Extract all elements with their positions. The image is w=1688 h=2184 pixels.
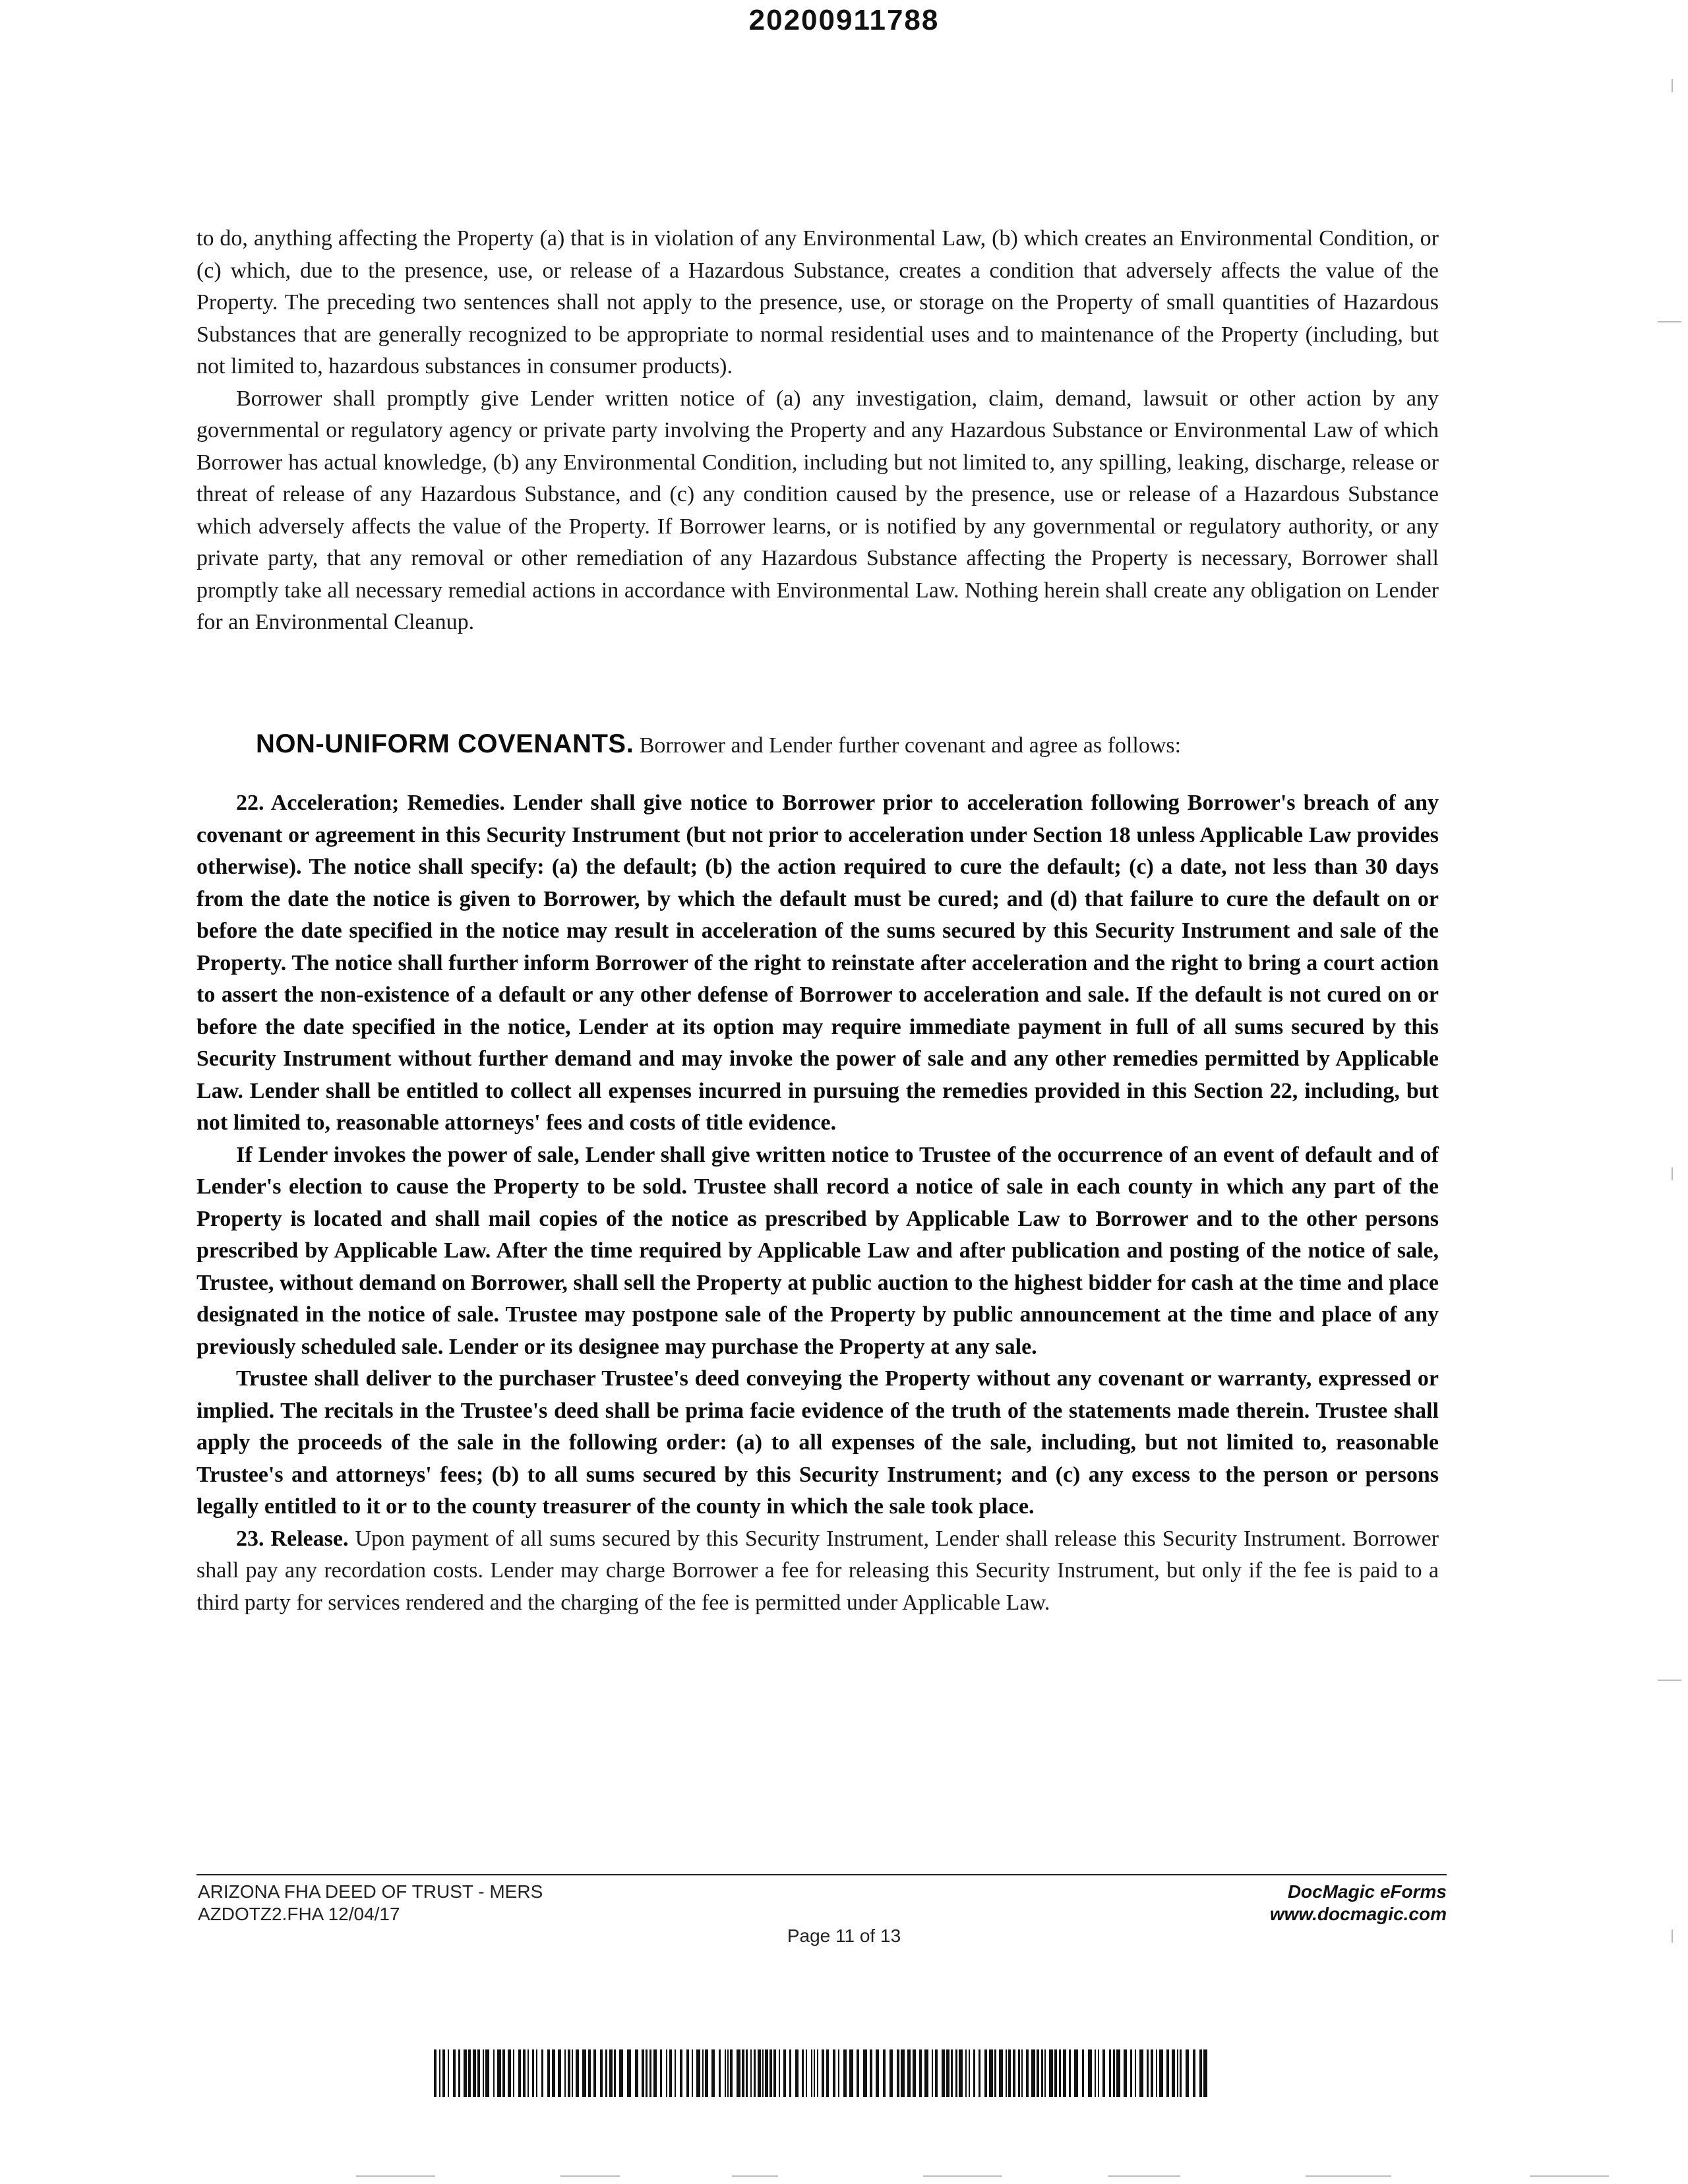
barcode-bar — [913, 2049, 916, 2097]
barcode-bar — [680, 2049, 682, 2097]
heading-title: NON-UNIFORM COVENANTS. — [256, 729, 634, 758]
footer-brand: DocMagic eForms — [1287, 1881, 1447, 1902]
barcode-bar — [532, 2049, 534, 2097]
barcode-bar — [705, 2049, 708, 2097]
barcode-bar — [619, 2049, 623, 2097]
barcode-bar — [1006, 2049, 1007, 2097]
barcode-bar — [614, 2049, 616, 2097]
barcode-bar — [711, 2049, 715, 2097]
barcode-bar — [448, 2049, 449, 2097]
barcode-bar — [762, 2049, 764, 2097]
barcode-bar — [730, 2049, 733, 2097]
barcode-bar — [588, 2049, 591, 2097]
barcode-bar — [646, 2049, 648, 2097]
barcode-bar — [814, 2049, 815, 2097]
footer-brand-info — [1270, 1881, 1447, 1926]
barcode-bar — [935, 2049, 938, 2097]
heading-subtitle: Borrower and Lender further covenant and agree as follows: — [639, 733, 1182, 758]
barcode-bar — [1063, 2049, 1066, 2097]
barcode-bar — [789, 2049, 791, 2097]
section-23-title: 23. Release. — [236, 1526, 349, 1551]
section-22-acceleration: 22. Acceleration; Remedies. Lender shall give notice to Borrower prior to acceleration following Borrower's breach of any covenant or agreement in this Security Instrument (but not prior to acceleration under Section 18 unless Applicable Law provides otherwise). The notice shall specify: (a) the default; (b) the action required to cure the default; (c) a date, not less than 30 days from the date the notice is given to Borrower, by which the default must be cured; and (d) that failure to cure the default on or before the date specified in the notice may result in acceleration of the sums secured by this Security Instrument and sale of the Property. The notice shall further inform Borrower of the right to reinstate after acceleration and the right to bring a court action to assert the non-existence of a default or any other defense of Borrower to acceleration and sale. If the default is not cured on or before the date specified in the notice, Lender at its option may require immediate payment in full of all sums secured by this Security Instrument without further demand and may invoke the power of sale and any other remedies permitted by Applicable Law. Lender shall be entitled to collect all expenses incurred in pursuing the remedies provided in this Section 22, including, but not limited to, reasonable attorneys' fees and costs of title evidence. — [196, 791, 1439, 1135]
barcode-bar — [765, 2049, 768, 2097]
non-uniform-covenants-heading — [256, 728, 1443, 762]
barcode-bar — [547, 2049, 550, 2097]
barcode-bar — [1013, 2049, 1015, 2097]
barcode-bar — [989, 2049, 993, 2097]
barcode-bar — [1203, 2049, 1207, 2097]
barcode-bar — [434, 2049, 437, 2097]
barcode-bar — [552, 2049, 555, 2097]
barcode-bar — [464, 2049, 467, 2097]
barcode-bar — [1177, 2049, 1178, 2097]
barcode-bar — [442, 2049, 445, 2097]
barcode-bar — [897, 2049, 899, 2097]
paragraph-hazardous-notice: Borrower shall promptly give Lender written notice of (a) any investigation, claim, demand, lawsuit or other action by any governmental or regulatory agency or private party involving the Property and any Hazardous Substance or Environmental Law of which Borrower has actual knowledge, (b) any Environmental Condition, including but not limited to, any spilling, leaking, discharge, release or threat of release of any Hazardous Substance, and (c) any condition caused by the presence, use or release of a Hazardous Substance which adversely affects the value of the Property. If Borrower learns, or is notified by any governmental or regulatory authority, or any private party, that any removal or other remediation of any Hazardous Substance affecting the Property is necessary, Borrower shall promptly take all necessary remedial actions in accordance with Environmental Law. Nothing herein shall create any obligation on Lender for an Environmental Cleanup. — [196, 386, 1439, 634]
barcode-bar — [702, 2049, 704, 2097]
barcode-bar — [528, 2049, 529, 2097]
barcode-bar — [660, 2049, 662, 2097]
barcode-bar — [955, 2049, 957, 2097]
barcode-bar — [1113, 2049, 1115, 2097]
footer-form-info — [198, 1881, 543, 1926]
barcode-bar — [870, 2049, 872, 2097]
barcode-bar — [1180, 2049, 1182, 2097]
barcode-bar — [453, 2049, 456, 2097]
page-number: Page 11 of 13 — [787, 1926, 901, 1946]
barcode-bar — [826, 2049, 829, 2097]
section-22-power-of-sale: If Lender invokes the power of sale, Lender shall give written notice to Trustee of the occurrence of an event of default and of Lender's election to cause the Property to be sold. Trustee shall record a notice of sale in each county in which any part of the Property is located and shall mail copies of the notice as prescribed by Applicable Law to Borrower and to the other persons prescribed by Applicable Law. After the time required by Applicable Law and after publication and posting of the notice of sale, Trustee, without demand on Borrower, shall sell the Property at public auction to the highest bidder for cash at the time and place designated in the notice of sale. Trustee may postpone sale of the Property by public announcement at the time and place of any previously scheduled sale. Lender or its designee may purchase the Property at any sale. — [196, 1142, 1439, 1359]
barcode-bar — [1018, 2049, 1020, 2097]
barcode-bar — [669, 2049, 672, 2097]
footer-form-title: ARIZONA FHA DEED OF TRUST - MERS — [198, 1881, 543, 1902]
barcode-bar — [919, 2049, 922, 2097]
barcode-bar — [473, 2049, 476, 2097]
barcode-bar — [758, 2049, 761, 2097]
barcode-bar — [593, 2049, 596, 2097]
barcode-bar — [979, 2049, 980, 2097]
barcode-bar — [1098, 2049, 1099, 2097]
barcode-bar — [1109, 2049, 1111, 2097]
barcode-bar — [1041, 2049, 1043, 2097]
barcode-bar — [959, 2049, 963, 2097]
barcode-bar — [1059, 2049, 1061, 2097]
barcode-bar — [1199, 2049, 1202, 2097]
barcode-bar — [889, 2049, 893, 2097]
barcode-bar — [994, 2049, 996, 2097]
barcode-bar — [817, 2049, 818, 2097]
barcode-bar — [727, 2049, 729, 2097]
barcode-bar — [783, 2049, 786, 2097]
barcode — [434, 2049, 1209, 2097]
environmental-section — [196, 223, 1439, 639]
barcode-bar — [1044, 2049, 1046, 2097]
barcode-bar — [942, 2049, 945, 2097]
barcode-bar — [946, 2049, 950, 2097]
barcode-bar — [750, 2049, 752, 2097]
barcode-bar — [582, 2049, 586, 2097]
barcode-bar — [1186, 2049, 1189, 2097]
barcode-bar — [973, 2049, 975, 2097]
barcode-bar — [811, 2049, 812, 2097]
barcode-bar — [779, 2049, 780, 2097]
barcode-bar — [485, 2049, 489, 2097]
barcode-bar — [1156, 2049, 1157, 2097]
barcode-bar — [502, 2049, 505, 2097]
barcode-bar — [719, 2049, 721, 2097]
barcode-bar — [518, 2049, 521, 2097]
barcode-bar — [1166, 2049, 1169, 2097]
barcode-bar — [857, 2049, 859, 2097]
barcode-bar — [642, 2049, 644, 2097]
barcode-bar — [600, 2049, 603, 2097]
barcode-bar — [907, 2049, 911, 2097]
barcode-bar — [649, 2049, 651, 2097]
barcode-bar — [833, 2049, 835, 2097]
barcode-bar — [863, 2049, 867, 2097]
barcode-bar — [725, 2049, 726, 2097]
barcode-bar — [508, 2049, 511, 2097]
barcode-bar — [1082, 2049, 1084, 2097]
barcode-bar — [568, 2049, 570, 2097]
barcode-bar — [984, 2049, 987, 2097]
barcode-bar — [802, 2049, 804, 2097]
barcode-bar — [1116, 2049, 1120, 2097]
barcode-bar — [876, 2049, 879, 2097]
barcode-bar — [999, 2049, 1003, 2097]
barcode-bar — [1139, 2049, 1143, 2097]
barcode-bar — [1088, 2049, 1092, 2097]
barcode-bar — [1102, 2049, 1105, 2097]
barcode-bar — [1124, 2049, 1127, 2097]
barcode-bar — [609, 2049, 613, 2097]
barcode-bar — [536, 2049, 537, 2097]
barcode-bar — [696, 2049, 700, 2097]
barcode-bar — [806, 2049, 807, 2097]
barcode-bar — [838, 2049, 839, 2097]
section-22-trustee-deed: Trustee shall deliver to the purchaser Trustee's deed conveying the Property without any covenant or warranty, expressed or implied. The recitals in the Trustee's deed shall be prima facie evidence of the truth of the statements made therein. Trustee shall apply the proceeds of the sale in the following order: (a) to all expenses of the sale, including, but not limited to, reasonable Trustee's and attorneys' fees; (b) to all sums secured by this Security Instrument; and (c) any excess to the person or persons legally entitled to it or to the county treasurer of the county in which the sale took place. — [196, 1366, 1439, 1519]
barcode-bar — [969, 2049, 970, 2097]
barcode-bar — [1159, 2049, 1163, 2097]
barcode-bar — [541, 2049, 543, 2097]
barcode-bar — [1026, 2049, 1029, 2097]
barcode-bar — [1074, 2049, 1078, 2097]
barcode-bar — [493, 2049, 495, 2097]
barcode-bar — [468, 2049, 471, 2097]
barcode-bar — [932, 2049, 933, 2097]
covenants-section — [196, 787, 1439, 1619]
barcode-bar — [477, 2049, 480, 2097]
barcode-bar — [773, 2049, 776, 2097]
barcode-bar — [1193, 2049, 1195, 2097]
barcode-bar — [692, 2049, 693, 2097]
barcode-bar — [1049, 2049, 1053, 2097]
barcode-bar — [686, 2049, 689, 2097]
document-number: 20200911788 — [748, 4, 940, 36]
barcode-bar — [605, 2049, 607, 2097]
barcode-bar — [513, 2049, 514, 2097]
barcode-bar — [564, 2049, 566, 2097]
barcode-bar — [901, 2049, 905, 2097]
barcode-bar — [1147, 2049, 1149, 2097]
barcode-bar — [1031, 2049, 1035, 2097]
barcode-bar — [1172, 2049, 1175, 2097]
barcode-bar — [822, 2049, 824, 2097]
barcode-bar — [1130, 2049, 1132, 2097]
barcode-bar — [497, 2049, 501, 2097]
barcode-bar — [1135, 2049, 1136, 2097]
barcode-bar — [1095, 2049, 1096, 2097]
barcode-bar — [769, 2049, 772, 2097]
barcode-bar — [843, 2049, 847, 2097]
barcode-bar — [666, 2049, 667, 2097]
footer-divider — [196, 1874, 1447, 1875]
barcode-bar — [883, 2049, 886, 2097]
barcode-bar — [439, 2049, 440, 2097]
barcode-bar — [523, 2049, 526, 2097]
barcode-bar — [951, 2049, 953, 2097]
barcode-bar — [746, 2049, 748, 2097]
section-23-release — [196, 1523, 1439, 1620]
barcode-bar — [572, 2049, 573, 2097]
barcode-bar — [558, 2049, 561, 2097]
barcode-bar — [737, 2049, 740, 2097]
barcode-bar — [1151, 2049, 1153, 2097]
barcode-bar — [627, 2049, 631, 2097]
footer-website: www.docmagic.com — [1269, 1904, 1447, 1924]
section-23-text: Upon payment of all sums secured by this Security Instrument, Lender shall release this Security Instrument. Borrower shall pay any recordation costs. Lender may charge Borrower a fee for releasing this Security Instrument, but only if the fee is paid to a third party for services rendered and the charging of the fee is permitted under Applicable Law. — [196, 1526, 1439, 1615]
barcode-bar — [1069, 2049, 1071, 2097]
barcode-bar — [675, 2049, 676, 2097]
barcode-bar — [849, 2049, 853, 2097]
barcode-bar — [653, 2049, 657, 2097]
barcode-bar — [635, 2049, 638, 2097]
barcode-bar — [1021, 2049, 1023, 2097]
barcode-bar — [965, 2049, 967, 2097]
barcode-bar — [742, 2049, 744, 2097]
barcode-bar — [754, 2049, 756, 2097]
barcode-bar — [1008, 2049, 1011, 2097]
footer-form-code: AZDOTZ2.FHA 12/04/17 — [198, 1904, 400, 1924]
barcode-bar — [483, 2049, 484, 2097]
barcode-bar — [795, 2049, 799, 2097]
barcode-bar — [1054, 2049, 1057, 2097]
barcode-bar — [924, 2049, 928, 2097]
paragraph-environmental-continued: to do, anything affecting the Property (a) that is in violation of any Environmental Law, (b) which creates an Environmental Condition, or (c) which, due to the presence, use, or release of a Hazardous Substance, creates a condition that adversely affects the value of the Property. The preceding two sentences shall not apply to the presence, use, or storage on the Property of small quantities of Hazardous Substances that are generally recognized to be appropriate to normal residential uses and to maintenance of the Property (including, but not limited to, hazardous substances in consumer products). — [196, 226, 1439, 379]
barcode-bar — [1037, 2049, 1039, 2097]
barcode-bar — [458, 2049, 460, 2097]
barcode-bar — [576, 2049, 579, 2097]
